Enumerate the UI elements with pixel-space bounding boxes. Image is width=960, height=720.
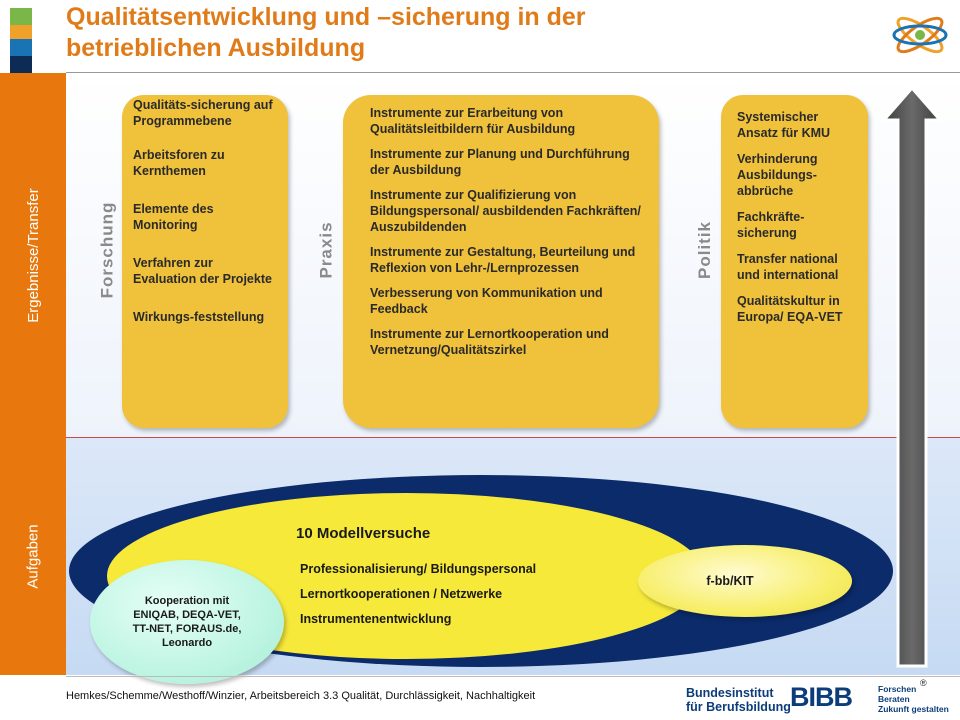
logo-square-green bbox=[10, 8, 32, 25]
bibb-name-line-2: für Berufsbildung bbox=[686, 700, 791, 714]
forschung-item-2: Arbeitsforen zu Kernthemen bbox=[133, 148, 225, 178]
title-line-1: Qualitätsentwicklung und –sicherung in der bbox=[66, 3, 586, 31]
side-label-lower-wrap bbox=[0, 438, 66, 675]
atom-logo-icon bbox=[888, 6, 952, 64]
forschung-item-3: Elemente des Monitoring bbox=[133, 202, 214, 232]
praxis-item-2: Instrumente zur Planung und Durchführung der Ausbildung bbox=[370, 147, 630, 177]
lower-list bbox=[300, 561, 536, 627]
bibb-name bbox=[686, 686, 791, 714]
praxis-item-1: Instrumente zur Erarbeitung von Qualitätsleitbildern für Ausbildung bbox=[370, 106, 576, 136]
praxis-item-4: Instrumente zur Gestaltung, Beurteilung und Reflexion von Lehr-/Lernprozessen bbox=[370, 245, 636, 275]
praxis-item-3: Instrumente zur Qualifizierung von Bildungspersonal/ ausbildenden Fachkräften/ Auszubildenden bbox=[370, 188, 641, 234]
praxis-box bbox=[343, 95, 659, 428]
politik-item-5: Qualitätskultur in Europa/ EQA-VET bbox=[737, 294, 843, 324]
side-label-upper: Ergebnisse/Transfer bbox=[24, 187, 42, 323]
praxis-item-6: Instrumente zur Lernortkooperation und Vernetzung/Qualitätszirkel bbox=[370, 327, 609, 357]
cooperation-text: Kooperation mit ENIQAB, DEQA-VET, TT-NET, FORAUS.de, Leonardo bbox=[132, 595, 242, 649]
footer-divider bbox=[66, 676, 960, 677]
bibb-tagline-3: Zukunft gestalten bbox=[878, 704, 949, 714]
politik-item-2: Verhinderung Ausbildungs-abbrüche bbox=[737, 152, 818, 198]
forschung-label: Forschung bbox=[97, 201, 116, 299]
bibb-tagline bbox=[878, 684, 949, 714]
lower-item-2: Lernortkooperationen / Netzwerke bbox=[300, 587, 503, 601]
forschung-item-4: Verfahren zur Evaluation der Projekte bbox=[133, 256, 272, 286]
politik-item-3: Fachkräfte-sicherung bbox=[737, 210, 805, 240]
bibb-logo bbox=[686, 682, 954, 718]
footer-authors: Hemkes/Schemme/Westhoff/Winzier, Arbeitsbereich 3.3 Qualität, Durchlässigkeit, Nachhaltigkeit bbox=[66, 690, 536, 702]
lower-item-1: Professionalisierung/ Bildungspersonal bbox=[300, 562, 537, 576]
modellversuche-heading: 10 Modellversuche bbox=[296, 525, 431, 542]
politik-box bbox=[721, 95, 868, 428]
logo-square-navy bbox=[10, 56, 32, 73]
copyright-mark: ® bbox=[920, 678, 927, 688]
praxis-item-5: Verbesserung von Kommunikation und Feedback bbox=[370, 286, 603, 316]
bibb-tagline-1: Forschen bbox=[878, 684, 917, 694]
lower-item-3: Instrumentenentwicklung bbox=[300, 612, 452, 626]
logo-square-orange bbox=[10, 25, 32, 39]
bibb-tagline-2: Beraten bbox=[878, 694, 910, 704]
politik-item-4: Transfer national und international bbox=[737, 252, 839, 282]
forschung-item-5: Wirkungs-feststellung bbox=[133, 310, 265, 324]
side-label-upper-wrap bbox=[0, 73, 66, 437]
praxis-label: Praxis bbox=[317, 221, 337, 279]
fbb-bubble bbox=[638, 545, 852, 617]
bibb-mark: BIBB bbox=[790, 682, 852, 712]
bibb-name-line-1: Bundesinstitut bbox=[686, 686, 774, 700]
fbb-text: f-bb/KIT bbox=[706, 574, 754, 588]
page-title bbox=[66, 2, 866, 64]
forschung-item-1: Qualitäts-sicherung auf Programmebene bbox=[133, 98, 273, 128]
forschung-box bbox=[122, 95, 288, 428]
title-line-2: betrieblichen Ausbildung bbox=[66, 34, 366, 62]
side-label-lower: Aufgaben bbox=[24, 524, 42, 589]
logo-square-blue bbox=[10, 39, 32, 56]
politik-item-1: Systemischer Ansatz für KMU bbox=[737, 110, 831, 140]
cooperation-bubble bbox=[90, 560, 284, 684]
politik-label: Politik bbox=[695, 220, 715, 280]
